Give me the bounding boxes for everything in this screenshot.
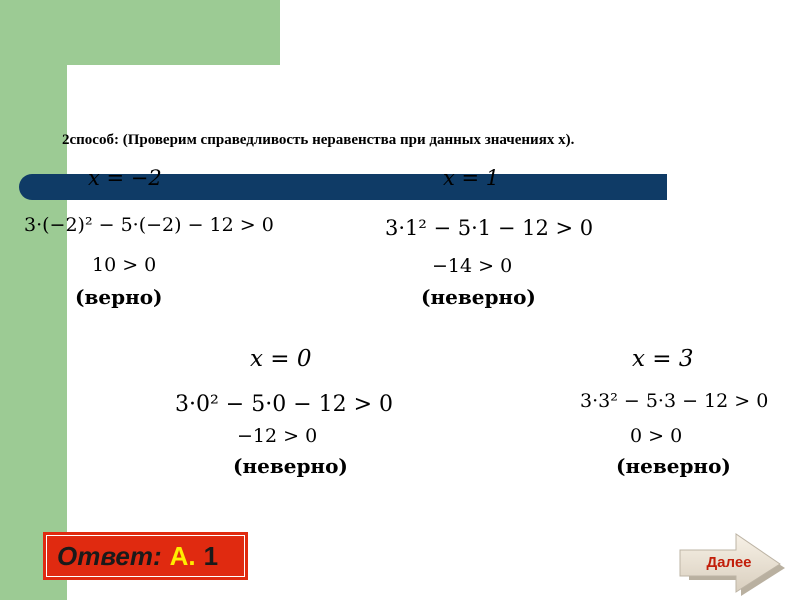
case-2-result: −14 > 0: [432, 255, 513, 277]
case-1-expression: 3·(−2)² − 5·(−2) − 12 > 0: [24, 214, 274, 236]
slide-heading: 2способ: (Проверим справедливость неравенства при данных значениях х).: [62, 132, 575, 148]
case-3-result: −12 > 0: [237, 425, 318, 447]
case-2-verdict: (неверно): [421, 285, 536, 309]
case-4-expression: 3·3² − 5·3 − 12 > 0: [580, 390, 769, 412]
answer-box: [43, 532, 248, 580]
case-1-x-label: x = −2: [88, 166, 162, 190]
answer-prefix: Ответ:: [57, 540, 162, 571]
answer-letter: А.: [169, 540, 196, 571]
next-button[interactable]: [678, 532, 796, 596]
answer-inner: [46, 535, 245, 577]
case-2-x-label: x = 1: [443, 166, 500, 190]
next-button-label: Далее: [706, 554, 752, 571]
case-3-verdict: (неверно): [233, 454, 348, 478]
case-1-verdict: (верно): [75, 285, 163, 309]
case-2-expression: 3·1² − 5·1 − 12 > 0: [385, 216, 594, 240]
decor-green-left: [0, 0, 67, 600]
decor-curve: [67, 65, 127, 125]
case-3-x-label: x = 0: [250, 346, 312, 372]
case-3-expression: 3·0² − 5·0 − 12 > 0: [175, 392, 394, 417]
case-1-result: 10 > 0: [92, 254, 157, 276]
case-4-x-label: x = 3: [632, 346, 694, 372]
case-4-result: 0 > 0: [630, 425, 683, 447]
case-4-verdict: (неверно): [616, 454, 731, 478]
answer-number: 1: [203, 540, 219, 571]
